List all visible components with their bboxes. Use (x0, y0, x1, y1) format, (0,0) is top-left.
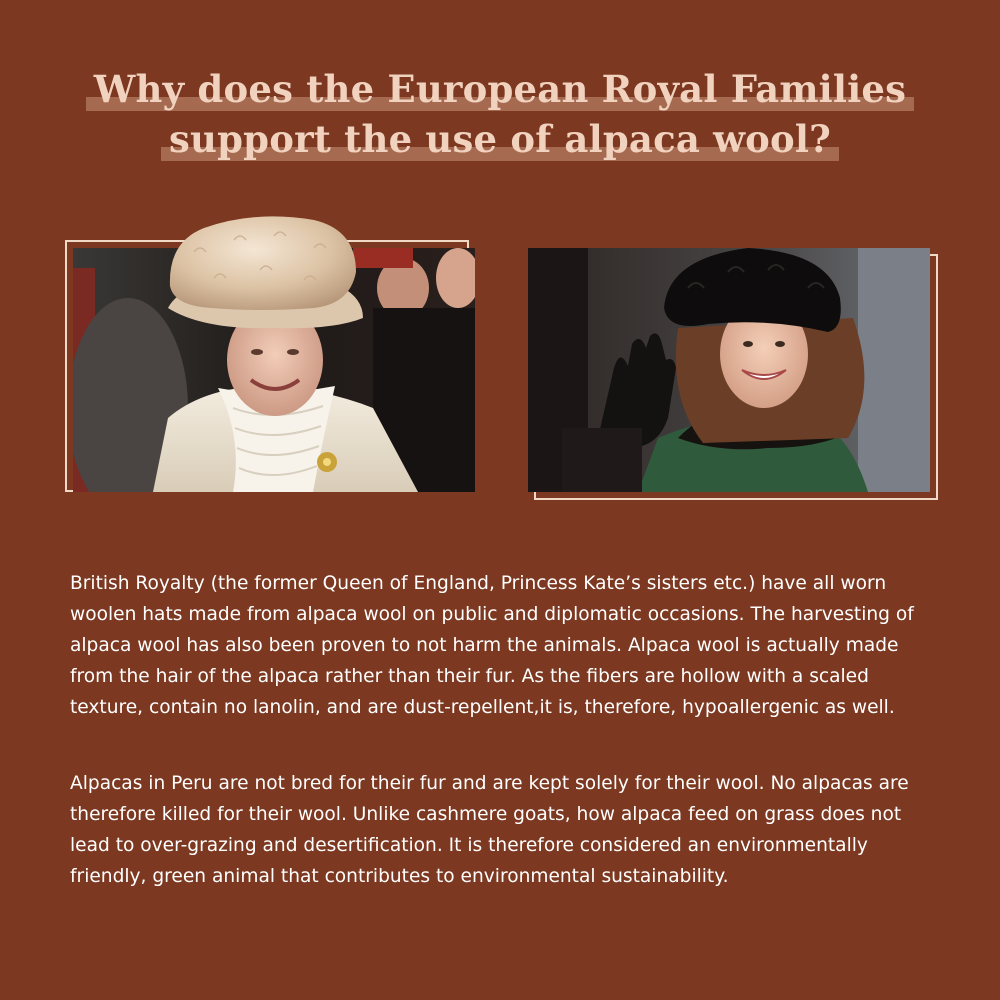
title-line-1-text: Why does the European Royal Families (93, 67, 907, 111)
title-line-2-text: support the use of alpaca wool? (168, 117, 832, 161)
right-photo (528, 248, 930, 492)
page-title (0, 64, 1000, 164)
left-photo (73, 248, 475, 492)
body-paragraph-2: Alpacas in Peru are not bred for their fur and are kept solely for their wool. No alpacas are therefore killed for their wool. Unlike cashmere goats, how alpaca feed on grass does not lead to over-grazing and desertification. It is therefore considered an environmentally friendly, green animal that contributes to environmental sustainability. (70, 773, 909, 887)
title-line-1 (94, 64, 906, 114)
body-paragraph-1: British Royalty (the former Queen of England, Princess Kate’s sisters etc.) have all worn woolen hats made from alpaca wool on public and diplomatic occasions. The harvesting of alpaca wool has also been proven to not harm the animals. Alpaca wool is actually made from the hair of the alpaca rather than their fur. As the fibers are hollow with a scaled texture, contain no lanolin, and are dust-repellent,it is, therefore, hypoallergenic as well. (70, 573, 914, 718)
title-line-2 (169, 114, 831, 164)
